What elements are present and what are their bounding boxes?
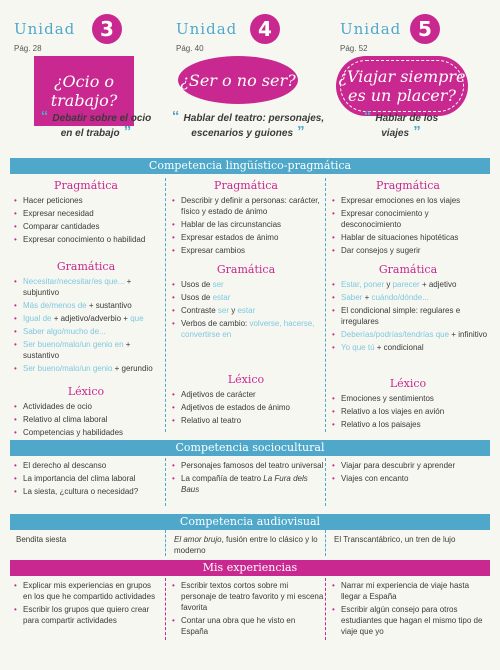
grammar-text: + sustantivo: [23, 340, 131, 360]
grammar-text: El condicional simple: regulares e irregulares: [341, 306, 461, 326]
grammar-form: Ser bueno/malo/un genio en: [23, 340, 124, 349]
section-audiovisual: Competencia audiovisual: [10, 514, 490, 530]
unit-topic-text: Hablar del teatro: personajes, escenarios y guiones: [183, 113, 325, 139]
list-item: • Expresar cambios: [172, 245, 324, 256]
column-divider: [165, 458, 166, 506]
unit-number-badge: 5: [410, 14, 440, 44]
column-divider: [165, 178, 166, 432]
column-unit-4: [168, 580, 324, 639]
grammar-form: Necesitar/necesitar/es que...: [23, 277, 125, 286]
units-header: [0, 0, 500, 160]
column-unit-3: [10, 460, 162, 499]
pragmatica-list: [328, 195, 488, 256]
unit-page: Pág. 28: [14, 44, 42, 53]
list-item: [14, 276, 162, 298]
section-experiencias: Mis experiencias: [10, 560, 490, 576]
column-unit-4: [168, 174, 324, 428]
list-item: • Emociones y sentimientos: [332, 393, 488, 404]
unit-topic-text: Hablar de los viajes: [375, 113, 439, 139]
list-item: • Describir y definir a personas: carácter, físico y estado de ánimo: [172, 195, 324, 217]
list-item: [332, 292, 488, 303]
list-item: • Viajar para descubrir y aprender: [332, 460, 488, 471]
grammar-form: Saber: [341, 293, 363, 302]
unit-5: [336, 14, 486, 164]
film-title: El amor brujo: [174, 535, 222, 544]
grammar-form: Deberías/podrías/tendrías que: [341, 330, 450, 339]
unit-title-bubble: [336, 56, 468, 116]
column-unit-5: [328, 580, 488, 639]
unit-page: Pág. 40: [176, 44, 204, 53]
pragmatica-header: Pragmática: [54, 179, 118, 192]
list-item: [332, 279, 488, 290]
grammar-text: + sustantivo: [86, 301, 132, 310]
unit-label: Unidad: [340, 20, 402, 38]
grammar-text: + adjetivo/adverbio +: [51, 314, 131, 323]
gramatica-list: [168, 279, 324, 340]
list-item: • Escribir textos cortos sobre mi personaje de teatro favorito y mi escena favorita: [172, 580, 324, 613]
sociocultural-list: [168, 460, 324, 495]
list-item: [172, 292, 324, 303]
lexico-list: [328, 393, 488, 430]
unit-title: ¿Ser o no ser?: [180, 70, 296, 90]
quote-close-icon: ”: [409, 123, 421, 140]
grammar-form: estar: [237, 306, 256, 315]
list-item: • Dar consejos y sugerir: [332, 245, 488, 256]
list-item: • Actividades de ocio: [14, 401, 162, 412]
grammar-text: y: [384, 280, 393, 289]
grammar-form: volverse, hacerse, convertirse en: [181, 319, 315, 339]
list-item: • La importancia del clima laboral: [14, 473, 162, 484]
list-item: [332, 329, 488, 340]
list-item: • Viajes con encanto: [332, 473, 488, 484]
unit-topic-text: Debatir sobre el ocio en el trabajo: [52, 113, 152, 139]
list-item: • Comparar cantidades: [14, 221, 162, 232]
list-item: [172, 305, 324, 316]
quote-open-icon: “: [171, 108, 184, 125]
list-item: [172, 473, 324, 495]
sociocultural-block: [10, 458, 490, 508]
lexico-list: [168, 389, 324, 426]
unit-title-bubble: [178, 56, 298, 104]
grammar-form: cuándo/dónde...: [371, 293, 429, 302]
grammar-text: Contraste: [181, 306, 218, 315]
grammar-form: Ser bueno/malo/un genio: [23, 364, 113, 373]
list-item: • Adjetivos de estados de ánimo: [172, 402, 324, 413]
list-item: • Relativo a los viajes en avión: [332, 406, 488, 417]
gramatica-header: Gramática: [378, 263, 438, 276]
column-divider: [325, 578, 326, 640]
linguistica-block: [10, 174, 490, 436]
grammar-text: + condicional: [374, 343, 424, 352]
unit-number-badge: 3: [92, 14, 122, 44]
column-unit-3: [10, 530, 174, 549]
list-item: • Competencias y habilidades: [14, 427, 162, 438]
grammar-text: + subjuntivo: [23, 277, 132, 297]
unit-number-badge: 4: [250, 14, 280, 44]
grammar-form: Saber algo/mucho de...: [23, 327, 106, 336]
list-item: • Hablar de las circunstancias: [172, 219, 324, 230]
gramatica-header: Gramática: [56, 260, 116, 273]
list-item: • Narrar mi experiencia de viaje hasta llegar a España: [332, 580, 488, 602]
grammar-text: Verbos de cambio:: [181, 319, 250, 328]
grammar-form: ser: [212, 280, 224, 289]
column-unit-4: [168, 530, 336, 560]
unit-label: Unidad: [14, 20, 76, 38]
sociocultural-list: [328, 460, 488, 484]
list-item: • Relativo al teatro: [172, 415, 324, 426]
experiencias-block: [10, 578, 490, 666]
gramatica-header: Gramática: [216, 263, 276, 276]
audiovisual-block: [10, 530, 490, 556]
column-divider: [325, 178, 326, 432]
list-item: [332, 342, 488, 353]
grammar-text: Usos de: [181, 293, 213, 302]
list-item: • Expresar conocimiento y desconocimiento: [332, 208, 488, 230]
lexico-list: [10, 401, 162, 438]
list-item: • Expresar emociones en los viajes: [332, 195, 488, 206]
column-unit-5: [328, 530, 500, 549]
gramatica-list: [10, 276, 162, 374]
experiencias-list: [328, 580, 488, 637]
list-item: • Adjetivos de carácter: [172, 389, 324, 400]
pragmatica-list: [168, 195, 324, 256]
quote-close-icon: ”: [293, 123, 305, 140]
unit-title: ¿Viajar siempre es un placer?: [338, 67, 466, 105]
unit-4: [172, 14, 322, 164]
sociocultural-list: [10, 460, 162, 497]
lexico-header: Léxico: [389, 377, 427, 390]
unit-topic: [356, 110, 446, 140]
list-item: • Expresar necesidad: [14, 208, 162, 219]
list-item: • Expresar estados de ánimo: [172, 232, 324, 243]
column-unit-5: [328, 460, 488, 486]
list-item: • Escribir algún consejo para otros estudiantes que hagan el mismo tipo de viaje que yo: [332, 604, 488, 637]
film-description: , fusión entre lo clásico y lo moderno: [174, 535, 318, 555]
grammar-text: + gerundio: [112, 364, 153, 373]
list-item: [172, 318, 324, 340]
unit-topic: [168, 110, 328, 140]
lexico-header: Léxico: [67, 385, 105, 398]
gramatica-list: [328, 279, 488, 353]
list-item: • Contar una obra que he visto en España: [172, 615, 324, 637]
list-item: [332, 305, 488, 327]
grammar-text: Usos de: [181, 280, 213, 289]
list-item: [14, 363, 162, 374]
quote-open-icon: “: [363, 108, 376, 125]
column-unit-3: [10, 174, 162, 440]
unit-page: Pág. 52: [340, 44, 368, 53]
column-divider: [325, 458, 326, 506]
list-item: • Hablar de situaciones hipotéticas: [332, 232, 488, 243]
grammar-form: Yo que tú: [341, 343, 375, 352]
unit-label: Unidad: [176, 20, 238, 38]
column-unit-3: [10, 580, 162, 628]
film-title: Bendita siesta: [16, 535, 67, 544]
list-item: [14, 339, 162, 361]
unit-title: ¿Ocio o trabajo?: [50, 72, 118, 110]
pragmatica-header: Pragmática: [214, 179, 278, 192]
section-sociocultural: Competencia sociocultural: [10, 440, 490, 456]
unit-topic: [40, 110, 152, 140]
column-unit-4: [168, 460, 324, 497]
section-linguistica: Competencia lingüístico-pragmática: [10, 158, 490, 174]
column-unit-5: [328, 174, 488, 432]
lexico-header: Léxico: [227, 373, 265, 386]
grammar-text: + adjetivo: [419, 280, 457, 289]
list-item: • Escribir los grupos que quiero crear para compartir actividades: [14, 604, 162, 626]
list-item-text: La compañía de teatro: [181, 474, 262, 483]
list-item: • Hacer peticiones: [14, 195, 162, 206]
company-name: La Fura dels Baus: [181, 474, 308, 494]
quote-open-icon: “: [40, 108, 53, 125]
grammar-form: Estar, poner: [341, 280, 385, 289]
quote-close-icon: ”: [119, 123, 132, 140]
list-item: • Personajes famosos del teatro universal: [172, 460, 324, 471]
film-title: El Transcantábrico, un tren de lujo: [334, 535, 456, 544]
grammar-form: Más de/menos de: [23, 301, 87, 310]
list-item: • Relativo al clima laboral: [14, 414, 162, 425]
list-item: • Relativo a los paisajes: [332, 419, 488, 430]
grammar-text: + infinitivo: [449, 330, 488, 339]
pragmatica-header: Pragmática: [376, 179, 440, 192]
grammar-text: +: [362, 293, 372, 302]
experiencias-list: [168, 580, 324, 637]
list-item: • Explicar mis experiencias en grupos en los que he compartido actividades: [14, 580, 162, 602]
list-item: [172, 279, 324, 290]
list-item: • La siesta, ¿cultura o necesidad?: [14, 486, 162, 497]
experiencias-list: [10, 580, 162, 626]
column-divider: [165, 578, 166, 640]
grammar-form: parecer: [392, 280, 420, 289]
list-item: [14, 300, 162, 311]
list-item: • El derecho al descanso: [14, 460, 162, 471]
pragmatica-list: [10, 195, 162, 245]
list-item: [14, 313, 162, 324]
grammar-form: estar: [212, 293, 231, 302]
grammar-form: Igual de: [23, 314, 52, 323]
list-item: • Expresar conocimiento o habilidad: [14, 234, 162, 245]
list-item: [14, 326, 162, 337]
grammar-text: y: [229, 306, 238, 315]
unit-3: [10, 14, 160, 164]
grammar-form: ser: [217, 306, 230, 315]
grammar-form: que: [130, 314, 144, 323]
